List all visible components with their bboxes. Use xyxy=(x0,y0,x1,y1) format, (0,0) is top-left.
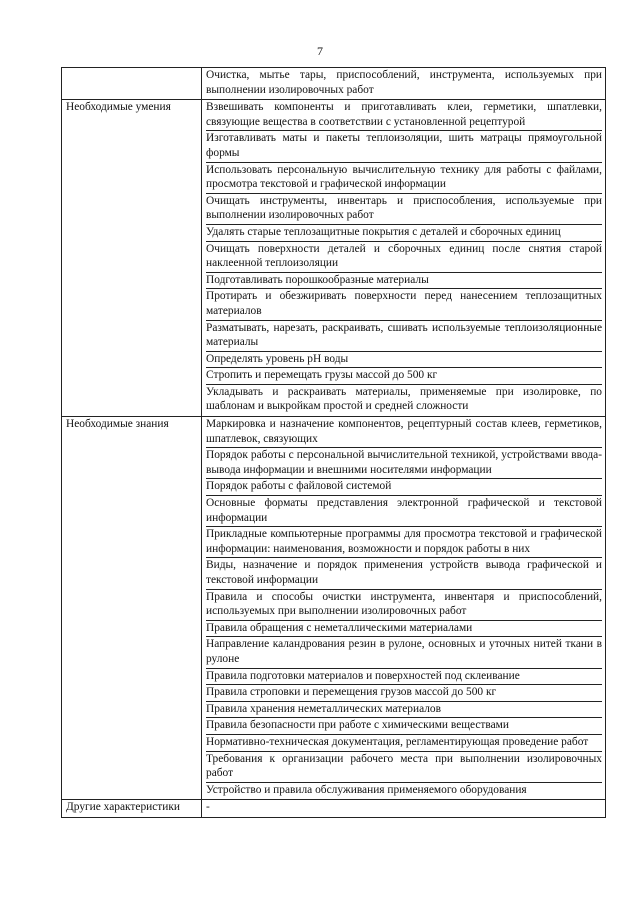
row-label: Необходимые умения xyxy=(62,100,202,417)
list-item: Стропить и перемещать грузы массой до 500 кг xyxy=(206,367,602,384)
list-item: Использовать персональную вычислительную технику для работы с файлами, просмотра текстовой и графической информации xyxy=(206,162,602,193)
list-item: Правила безопасности при работе с химическими веществами xyxy=(206,717,602,734)
list-item: Маркировка и назначение компонентов, рецептурный состав клеев, герметиков, шпатлевок, связующих xyxy=(206,418,602,445)
list-item: Правила и способы очистки инструмента, инвентаря и приспособлений, используемых при выполнении изолировочных работ xyxy=(206,589,602,620)
list-item: Правила строповки и перемещения грузов массой до 500 кг xyxy=(206,684,602,701)
list-item: Подготавливать порошкообразные материалы xyxy=(206,272,602,289)
list-item: Порядок работы с персональной вычислительной техникой, устройствами ввода-вывода информации и внешними носителями информации xyxy=(206,447,602,478)
list-item: Устройство и правила обслуживания применяемого оборудования xyxy=(206,782,602,799)
table-row xyxy=(62,100,606,417)
requirements-table xyxy=(61,67,606,818)
list-item: Разматывать, нарезать, раскраивать, сшивать используемые теплоизоляционные материалы xyxy=(206,320,602,351)
table-row xyxy=(62,800,606,818)
row-items xyxy=(202,68,606,100)
table-row xyxy=(62,68,606,100)
list-item: Укладывать и раскраивать материалы, применяемые при изолировке, по шаблонам и выкройкам простой и средней сложности xyxy=(206,384,602,415)
list-item: Прикладные компьютерные программы для просмотра текстовой и графической информации: наименования, возможности и порядок работы в них xyxy=(206,526,602,557)
list-item: Очистка, мытье тары, приспособлений, инструмента, используемых при выполнении изолировочных работ xyxy=(206,69,602,96)
list-item: Направление каландрования резин в рулоне, основных и уточных нитей ткани в рулоне xyxy=(206,636,602,667)
page-number: 7 xyxy=(317,44,323,58)
row-items xyxy=(202,417,606,800)
list-item: Взвешивать компоненты и приготавливать клеи, герметики, шпатлевки, связующие вещества в соответствии с установленной рецептурой xyxy=(206,101,602,128)
list-item: Очищать инструменты, инвентарь и приспособления, используемые при выполнении изолировочных работ xyxy=(206,193,602,224)
list-item: Протирать и обезжиривать поверхности перед нанесением теплозащитных материалов xyxy=(206,288,602,319)
row-label: Другие характеристики xyxy=(62,800,202,818)
list-item: Очищать поверхности деталей и сборочных единиц после снятия старой наклеенной теплоизоляции xyxy=(206,241,602,272)
list-item: Определять уровень pH воды xyxy=(206,351,602,368)
row-label: Необходимые знания xyxy=(62,417,202,800)
list-item: Нормативно-техническая документация, регламентирующая проведение работ xyxy=(206,734,602,751)
list-item: Порядок работы с файловой системой xyxy=(206,478,602,495)
list-item: Правила обращения с неметаллическими материалами xyxy=(206,620,602,637)
list-item: Изготавливать маты и пакеты теплоизоляции, шить матрацы прямоугольной формы xyxy=(206,130,602,161)
list-item: Правила подготовки материалов и поверхностей под склеивание xyxy=(206,668,602,685)
list-item: Правила хранения неметаллических материалов xyxy=(206,701,602,718)
row-items xyxy=(202,100,606,417)
row-label xyxy=(62,68,202,100)
requirements-table-body xyxy=(62,68,606,818)
list-item: Основные форматы представления электронной графической и текстовой информации xyxy=(206,495,602,526)
list-item: - xyxy=(206,801,210,814)
list-item: Требования к организации рабочего места при выполнении изолировочных работ xyxy=(206,751,602,782)
table-row xyxy=(62,417,606,800)
list-item: Виды, назначение и порядок применения устройств вывода графической и текстовой информации xyxy=(206,557,602,588)
list-item: Удалять старые теплозащитные покрытия с деталей и сборочных единиц xyxy=(206,224,602,241)
row-items xyxy=(202,800,606,818)
